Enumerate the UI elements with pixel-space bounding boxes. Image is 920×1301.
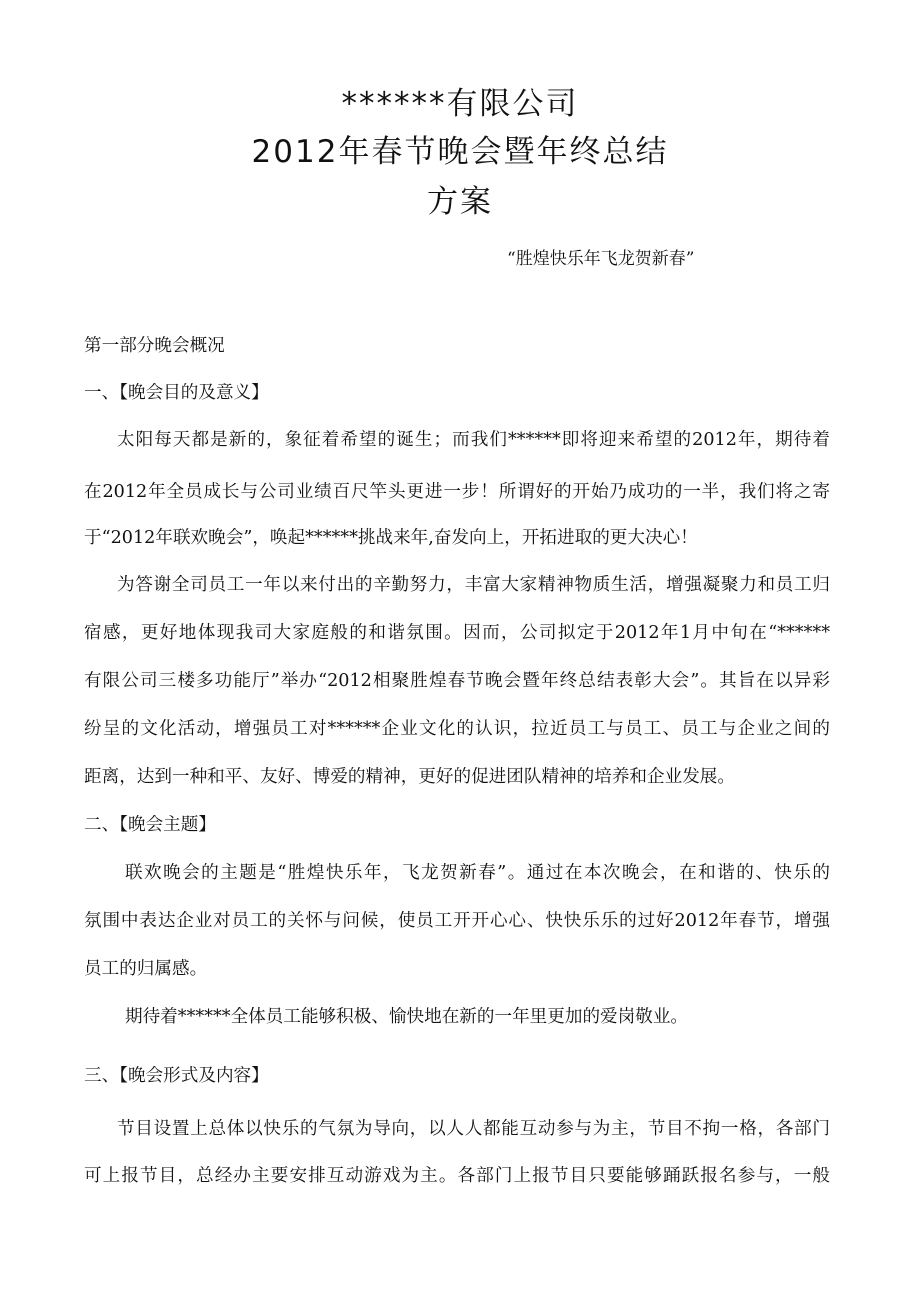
document-title-company: ******有限公司 — [341, 86, 579, 122]
paragraph-line: 员工的归属感。 — [84, 959, 208, 979]
paragraph-line: 期待着******全体员工能够积极、愉快地在新的一年里更加的爱岗敬业。 — [125, 1007, 689, 1027]
section-heading-purpose: 一、【晚会目的及意义】 — [84, 383, 269, 403]
document-title-plan: 方案 — [427, 184, 493, 220]
document-title-event: 2012年春节晚会暨年终总结 — [251, 134, 669, 170]
paragraph-line: 太阳每天都是新的，象征着希望的诞生；而我们******即将迎来希望的2012年，期待着 — [117, 430, 830, 450]
paragraph-line: 纷呈的文化活动，增强员工对******企业文化的认识，拉近员工与员工、员工与企业之间的 — [84, 719, 830, 739]
paragraph-line: 于“2012年联欢晚会”，唤起******挑战来年,奋发向上，开拓进取的更大决心！ — [84, 528, 698, 548]
paragraph-line: 可上报节目，总经办主要安排互动游戏为主。各部门上报节目只要能够踊跃报名参与，一般 — [84, 1166, 830, 1186]
section-heading-format: 三、【晚会形式及内容】 — [84, 1066, 269, 1086]
paragraph-line: 氛围中表达企业对员工的关怀与问候，使员工开开心心、快快乐乐的过好2012年春节，增强 — [84, 911, 830, 931]
part-heading: 第一部分晚会概况 — [84, 336, 225, 356]
paragraph-line: 节目设置上总体以快乐的气氛为导向，以人人都能互动参与为主，节目不拘一格，各部门 — [117, 1119, 830, 1139]
paragraph-line: 为答谢全司员工一年以来付出的辛勤努力，丰富大家精神物质生活，增强凝聚力和员工归 — [117, 575, 830, 595]
section-heading-theme: 二、【晚会主题】 — [84, 815, 216, 835]
document-slogan: “胜煌快乐年飞龙贺新春” — [507, 249, 695, 269]
paragraph-line: 距离，达到一种和平、友好、博爱的精神，更好的促进团队精神的培养和企业发展。 — [84, 767, 735, 787]
paragraph-line: 在2012年全员成长与公司业绩百尺竿头更进一步！所谓好的开始乃成功的一半，我们将之寄 — [84, 482, 830, 502]
paragraph-line: 联欢晚会的主题是“胜煌快乐年，飞龙贺新春”。通过在本次晚会，在和谐的、快乐的 — [125, 863, 830, 883]
paragraph-line: 宿感，更好地体现我司大家庭般的和谐氛围。因而，公司拟定于2012年1月中旬在“****** — [84, 623, 830, 643]
paragraph-line: 有限公司三楼多功能厅”举办“2012相聚胜煌春节晚会暨年终总结表彰大会”。其旨在以异彩 — [84, 671, 830, 691]
